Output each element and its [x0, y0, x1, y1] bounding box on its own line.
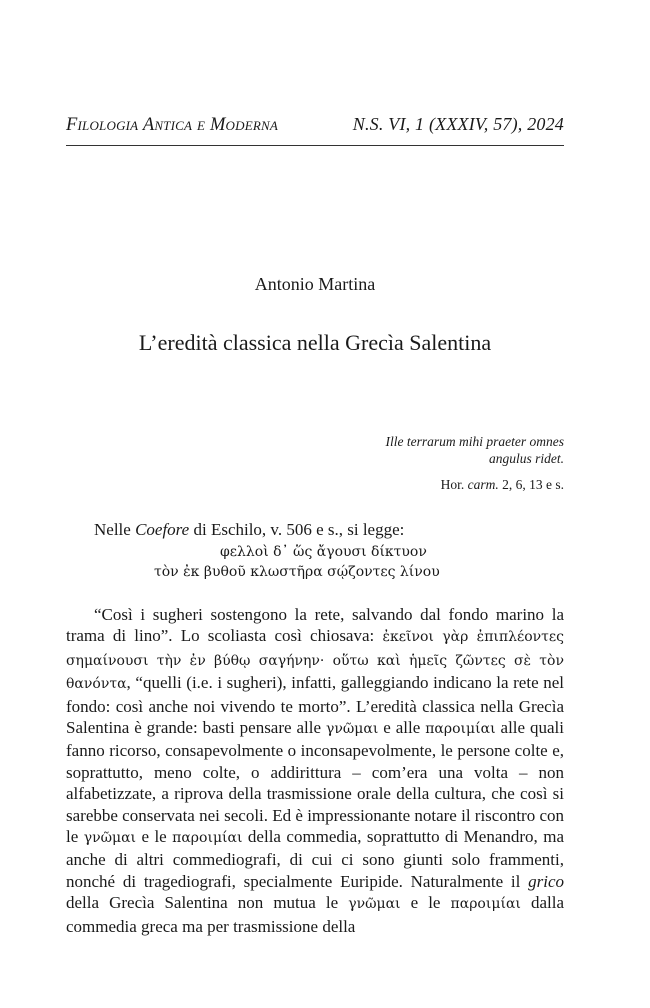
greek-word: παροιμίαι	[172, 830, 243, 847]
greek-word: γνῶμαι	[325, 721, 379, 738]
body-paragraph	[66, 604, 564, 937]
text-run: “Così i sugheri sostengono la rete, salvando dal fondo marino la trama di lino”. Lo scoliasta così chiosava:	[66, 605, 564, 646]
text-run: e alle	[378, 718, 426, 738]
text-run: della commedia, soprattutto di Menandro, ma anche di altri commediografi, di cui ci sono giunti solo frammenti, nonché di tragediografi, specialmente Euripide. Naturalmente il	[66, 827, 564, 891]
epigraph-source-author: Hor.	[440, 477, 468, 492]
greek-word: παροιμίαι	[450, 896, 521, 913]
epigraph-source-work: carm.	[467, 477, 499, 492]
text-run: , “quelli (i.e. i sugheri), infatti, galleggiando indicano la rete nel fondo: così anche noi vivendo te morto”. L’eredità classica nella Grecìa Salentina è grande: basti pensare alle	[66, 673, 564, 738]
article-title: L’eredità classica nella Grecìa Salentina	[138, 330, 492, 355]
author-name: Antonio Martina	[254, 274, 376, 294]
italic-term: grico	[528, 871, 564, 891]
epigraph	[264, 433, 564, 493]
epigraph-line-1: Ille terrarum mihi praeter omnes	[385, 434, 564, 449]
greek-word: παροιμίαι	[425, 721, 496, 738]
journal-title: Filologia Antica e Moderna	[66, 115, 279, 135]
issue-info: N.S. VI, 1 (XXXIV, 57), 2024	[352, 114, 564, 134]
text-run: dalla commedia greca ma per trasmissione della	[66, 893, 564, 936]
epigraph-line-2: angulus ridet.	[488, 451, 564, 466]
epigraph-source-ref: 2, 6, 13 e s.	[498, 477, 564, 492]
epigraph-source	[264, 476, 564, 493]
header-rule	[66, 145, 564, 146]
text-run: della Grecìa Salentina non mutua le	[66, 893, 349, 913]
intro-work-title: Coefore	[135, 520, 190, 539]
text-run: alle quali fanno ricorso, consapevolmente o inconsapevolmente, le persone colte e, soprattutto, meno colte, o addirittura – com’era una volta – non alfabetizzate, a riprova della trasmissione orale della cultura, che così si sarebbe conservata nei secoli. Ed è impressionante notare il riscontro con le	[66, 718, 565, 847]
running-header	[66, 114, 564, 136]
intro-paragraph	[66, 519, 564, 540]
intro-text: Nelle	[94, 520, 136, 539]
greek-verse-2: τὸν ἐκ βυθοῦ κλωστῆρα σῴζοντες λίνου	[154, 564, 440, 580]
greek-verse-1: φελλοὶ δ᾽ ὥς ἄγουσι δίκτυον	[220, 544, 427, 560]
text-run: e le	[136, 827, 173, 847]
greek-word: γνῶμαι	[83, 830, 137, 847]
text-run: e le	[400, 893, 451, 913]
intro-text-end: di Eschilo, v. 506 e s., si legge:	[189, 520, 405, 539]
greek-word: γνῶμαι	[348, 896, 401, 913]
greek-scholion: ἐκεῖνοι γὰρ ἐπιπλέοντες σημαίνουσι τὴν ἐν βύθῳ σαγήνην· οὕτω καὶ ἡμεῖς ζῶντες σὲ τὸν θανόντα	[66, 629, 564, 693]
